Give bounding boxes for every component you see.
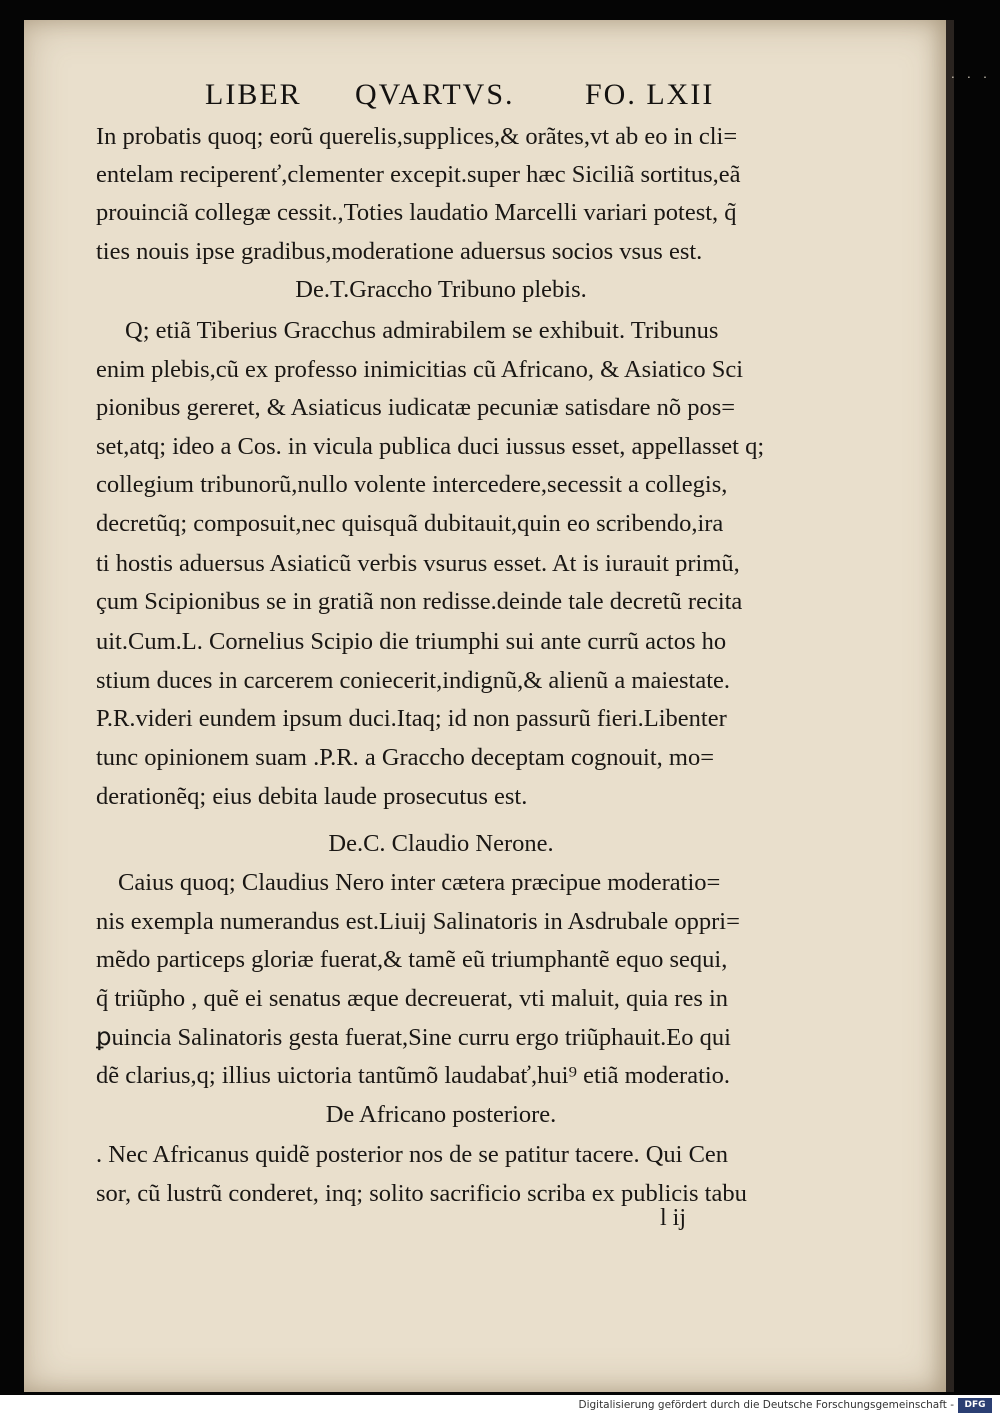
text-line: Q; etiã Tiberius Gracchus admirabilem se exhibuit. Tribunus	[125, 317, 719, 344]
text-line: In probatis quoq; eorũ querelis,supplices,& orãtes,vt ab eo in cli=	[96, 123, 738, 150]
footer-credit: Digitalisierung gefördert durch die Deutsche Forschungsgemeinschaft -	[578, 1399, 954, 1411]
text-line: çum Scipionibus se in gratiã non redisse.deinde tale decretũ recita	[96, 588, 743, 615]
text-line: mẽdo particeps gloriæ fuerat,& tamẽ eũ triumphantẽ equo sequi,	[96, 946, 728, 973]
text-line: tunc opinionem suam .P.R. a Graccho deceptam cognouit, mo=	[96, 744, 715, 771]
section-heading: De Africano posteriore.	[325, 1101, 557, 1128]
header-right: FO. LXII	[585, 78, 715, 111]
text-line: collegium tribunorũ,nullo volente intercedere,secessit a collegis,	[96, 471, 728, 498]
text-line: stium duces in carcerem coniecerit,indignũ,& alienũ a maiestate.	[96, 667, 731, 694]
text-line: nis exempla numerandus est.Liuij Salinatoris in Asdrubale oppri=	[96, 908, 740, 935]
text-line: Caius quoq; Claudius Nero inter cætera præcipue moderatio=	[118, 869, 721, 896]
section-heading: De.T.Graccho Tribuno plebis.	[295, 276, 587, 303]
text-line: set,atq; ideo a Cos. in vicula publica duci iussus esset, appellasset q;	[96, 433, 765, 460]
text-line: ties nouis ipse gradibus,moderatione aduersus socios vsus est.	[96, 238, 703, 265]
signature-mark: l ij	[660, 1205, 687, 1231]
text-line: . Nec Africanus quidẽ posterior nos de se patitur tacere. Qui Cen	[96, 1141, 729, 1168]
text-line: decretũq; composuit,nec quisquã dubitauit,quin eo scribendo,ira	[96, 510, 724, 537]
text-line: sor, cũ lustrũ conderet, inq; solito sacrificio scriba ex publicis tabu	[96, 1180, 747, 1207]
section-heading: De.C. Claudio Nerone.	[328, 830, 554, 857]
header-center: QVARTVS.	[355, 78, 515, 111]
dfg-logo: DFG	[958, 1398, 992, 1413]
text-line: P.R.videri eundem ipsum duci.Itaq; id non passurũ fieri.Libenter	[96, 705, 727, 732]
text-line: pionibus gereret, & Asiaticus iudicatæ pecuniæ satisdare nõ pos=	[96, 394, 736, 421]
edge-marks: . . .	[949, 70, 990, 81]
header-left: LIBER	[205, 78, 302, 111]
text-line: ti hostis aduersus Asiaticũ verbis vsurus esset. At is iurauit primũ,	[96, 550, 740, 577]
text-line: ꝑuincia Salinatoris gesta fuerat,Sine curru ergo triũphauit.Eo qui	[96, 1024, 731, 1051]
text-line: q̃ triũpho , quẽ ei senatus æque decreuerat, vti maluit, quia res in	[96, 985, 729, 1012]
running-header	[205, 78, 725, 118]
page-edge	[946, 20, 954, 1392]
text-line: enim plebis,cũ ex professo inimicitias cũ Africano, & Asiatico Sci	[96, 356, 744, 383]
text-line: derationẽq; eius debita laude prosecutus est.	[96, 783, 528, 810]
text-line: uit.Cum.L. Cornelius Scipio die triumphi sui ante currũ actos ho	[96, 628, 727, 655]
text-line: entelam reciperenť,clementer excepit.super hæc Siciliã sortitus,eã	[96, 161, 741, 188]
footer-bar	[0, 1396, 1000, 1417]
text-line: prouinciã collegæ cessit.,Toties laudatio Marcelli variari potest, q̃	[96, 199, 737, 226]
text-line: dẽ clarius,q; illius uictoria tantũmõ laudabať,hui⁹ etiã moderatio.	[96, 1062, 731, 1089]
